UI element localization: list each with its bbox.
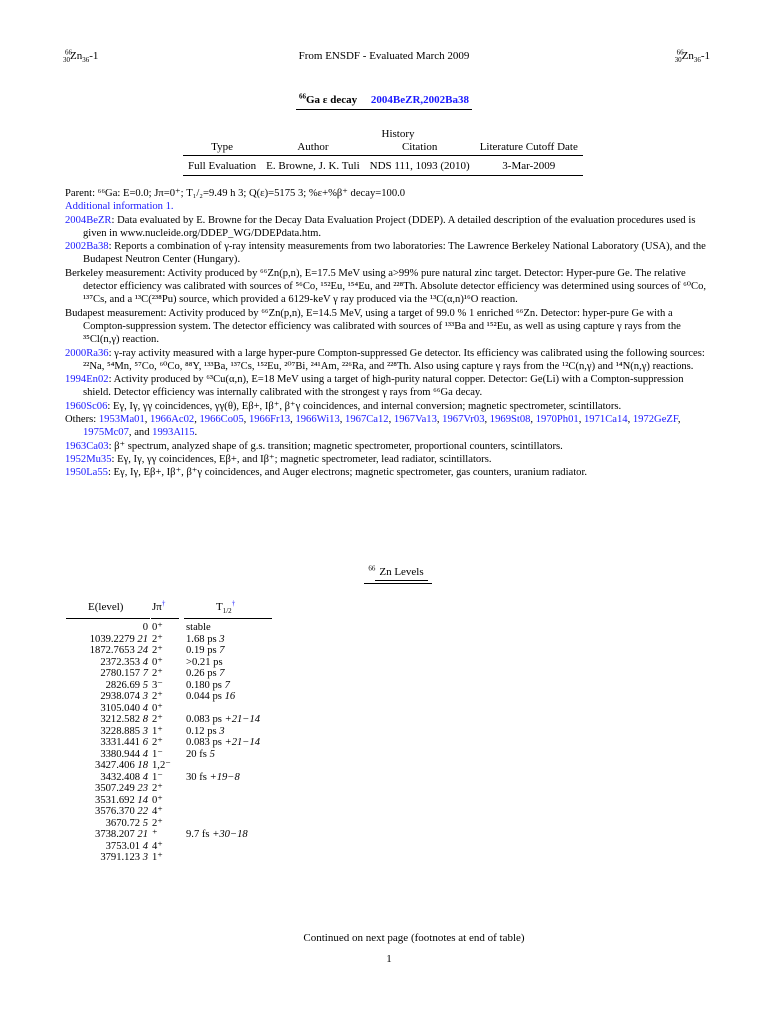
level-jpi: 0⁺ [152, 702, 163, 714]
levels-header-rule [184, 618, 272, 619]
comment-2002Ba38: 2002Ba38: Reports a combination of γ-ray intensity measurements from two laboratories: The Lawrence Berkeley National Laboratory (USA), and the Budapest Neutron Center (Hungary). [65, 241, 706, 266]
level-jpi: 0⁺ [152, 794, 163, 806]
level-energy: 3380.944 4 [100, 748, 148, 760]
comment-budapest: Budapest measurement: Activity produced by ⁶⁶Zn(p,n), E=14.5 MeV, using a target of 99.0 % 1 enriched ⁶⁶Zn. Detector: hyper-pure Ge with a Compton-suppression system. The detector efficiency was calibrated with sources of ¹³³Ba and ¹⁵²Eu, as well as using capture γ rays from the ³⁵Cl(n,γ) reaction. [65, 307, 681, 346]
level-halflife: 0.180 ps 7 [186, 679, 230, 691]
comment-others: Others: 1953Ma01, 1966Ac02, 1966Co05, 1966Fr13, 1966Wi13, 1967Ca12, 1967Va13, 1967Vr03, 1969St08, 1970Ph01, 1971Ca14, 1972GeZF, 1975Mc07, and 1993Al15. [65, 414, 681, 439]
level-jpi: 0⁺ [152, 656, 163, 668]
parent-line: Parent: ⁶⁶Ga: E=0.0; Jπ=0⁺; T₁/₂=9.49 h 3; Q(ε)=5175 3; %ε+%β⁺ decay=100.0 [65, 188, 406, 199]
ref-link[interactable]: 1967Ca12 [345, 414, 389, 426]
ref-link[interactable]: 1994En02 [65, 374, 109, 386]
level-halflife: stable [186, 622, 211, 633]
level-energy: 3753.01 4 [105, 840, 148, 852]
level-energy: 3507.249 23 [95, 783, 148, 794]
level-jpi: 2⁺ [152, 737, 163, 748]
footnote-mark[interactable]: † [161, 599, 166, 608]
level-halflife: 0.19 ps 7 [186, 645, 225, 656]
ref-link[interactable]: 1963Ca03 [65, 440, 109, 452]
comment-2000Ra36: 2000Ra36: γ-ray activity measured with a large hyper-pure Compton-suppressed Ge detector. Its efficiency was calibrated using the following sources: ²²Na, ⁵⁴Mn, ⁵⁷Co, ⁶⁰Co, ⁸⁸Y, ¹³³Ba, ¹³⁷Cs, ¹⁵²Eu, ²⁰⁷Bi, ²⁴¹Am, ²²⁶Ra, and ²²⁸Th. Also using capture γ rays from the ¹²C(n,γ) and ¹⁴N(n,γ) reactions. [65, 347, 705, 372]
level-energy: 3791.123 3 [100, 852, 148, 863]
ref-link[interactable]: 1950La55 [65, 467, 108, 479]
history-label: History [381, 128, 415, 140]
header-nuclide-right: $^{66}_{30}Zn_{36}-1$ [674, 48, 710, 65]
ref-link[interactable]: 1971Ca14 [584, 414, 628, 426]
ref-link[interactable]: 1966Ac02 [150, 414, 195, 426]
level-jpi: 1,2⁻ [152, 760, 171, 771]
comments-body [65, 187, 710, 480]
level-jpi: 0⁺ [152, 622, 163, 633]
ref-link[interactable]: 1993Al15 [152, 427, 195, 439]
levels-title: $^{66}$ Zn Levels [0, 566, 768, 584]
level-energy: 2780.157 7 [100, 668, 148, 679]
level-energy: 1872.7653 24 [89, 645, 148, 656]
level-energy: 2826.69 5 [105, 679, 148, 691]
ref-link[interactable]: 2002Ba38 [65, 241, 109, 253]
level-jpi: 1⁻ [152, 771, 163, 783]
levels-header-jpi: Jπ† [152, 599, 166, 613]
ref-link[interactable]: 1970Ph01 [535, 414, 579, 426]
history-cutoff: 3-Mar-2009 [475, 156, 583, 176]
levels-header-thalf: $T_{1/2}^\dagger$ [216, 599, 236, 616]
ref-link[interactable]: 2004BeZR [65, 214, 112, 226]
ref-link[interactable]: 1966Wi13 [295, 414, 340, 426]
level-energy: 3427.406 18 [95, 760, 148, 771]
level-energy: 3670.72 5 [105, 817, 148, 829]
ref-link[interactable]: 1952Mu35 [65, 453, 112, 465]
history-header-author: Author [261, 140, 365, 156]
level-jpi: 2⁺ [152, 633, 163, 645]
history-citation: NDS 111, 1093 (2010) [365, 156, 475, 176]
level-halflife: 9.7 fs +30−18 [186, 829, 248, 840]
level-jpi: 3⁻ [152, 679, 163, 691]
comment-1950La55: 1950La55: Eγ, Iγ, Eβ+, Iβ⁺, β⁺γ coincidences, and Auger electrons; magnetic spectrometer, gas counters, uranium radiator. [65, 467, 588, 479]
levels-header-elevel: E(level) [88, 601, 124, 613]
history-table [183, 140, 583, 176]
level-halflife: >0.21 ps [186, 656, 223, 668]
level-jpi: 1⁺ [152, 852, 163, 863]
ref-link[interactable]: 1960Sc06 [65, 400, 108, 412]
dataset-title: $^{66}$Ga ε decay 2004BeZR,2002Ba38 [0, 94, 768, 110]
header-source: From ENSDF - Evaluated March 2009 [298, 50, 470, 62]
title-refs-link[interactable]: 2004BeZR,2002Ba38 [370, 94, 469, 106]
level-halflife: 0.083 ps +21−14 [186, 714, 261, 725]
level-jpi: 1⁺ [152, 725, 163, 737]
ref-link[interactable]: 2000Ra36 [65, 347, 109, 359]
level-jpi: ⁺ [152, 829, 158, 840]
comment-1963Ca03: 1963Ca03: β⁺ spectrum, analyzed shape of g.s. transition; magnetic spectrometer, proportional counters, scintillators. [65, 440, 563, 452]
level-halflife: 30 fs +19−8 [186, 771, 240, 783]
level-energy: 3331.441 6 [100, 737, 148, 748]
level-jpi: 4⁺ [152, 806, 163, 817]
level-energy: 3576.370 22 [95, 806, 148, 817]
level-energy: 0 [142, 622, 148, 633]
history-author: E. Browne, J. K. Tuli [261, 156, 365, 176]
level-halflife: 0.044 ps 16 [186, 691, 236, 702]
level-halflife: 0.083 ps +21−14 [186, 737, 261, 748]
additional-info-link[interactable]: Additional information 1. [65, 201, 174, 213]
level-jpi: 2⁺ [152, 783, 163, 794]
level-energy: 3432.408 4 [100, 771, 148, 783]
level-energy: 3531.692 14 [95, 794, 148, 806]
comment-1994En02: 1994En02: Activity produced by ⁶³Cu(α,n), E=18 MeV using a target of high-purity natural copper. Detector: Ge(Li) with a Compton-suppression shield. Detector efficiency was internally calibrated with the strongest γ rays from ⁶⁶Ga decay. [65, 374, 684, 399]
ref-link[interactable]: 1969St08 [489, 414, 531, 426]
level-jpi: 2⁺ [152, 817, 163, 829]
level-halflife: 20 fs 5 [186, 748, 215, 760]
level-jpi: 2⁺ [152, 645, 163, 656]
level-energy: 3228.885 3 [100, 725, 148, 737]
comment-2004BeZR: 2004BeZR: Data evaluated by E. Browne for the Decay Data Evaluation Project (DDEP). A detailed description of the evaluation procedures used is given in www.nucleide.org/DDEP_WG/DDEPdata.htm. [65, 214, 696, 239]
header-nuclide-left: $^{66}_{30}Zn_{36}-1$ [63, 48, 99, 65]
level-energy: 3738.207 21 [95, 829, 148, 840]
ref-link[interactable]: 1953Ma01 [98, 414, 145, 426]
levels-header-rule [66, 618, 150, 619]
page-number: 1 [386, 953, 392, 965]
comment-1952Mu35: 1952Mu35: Eγ, Iγ, γγ coincidences, Eβ+, and Iβ⁺; magnetic spectrometer, lead radiator, scintillators. [65, 453, 492, 465]
level-energy: 3105.040 4 [100, 702, 148, 714]
ref-link[interactable]: 1966Co05 [199, 414, 244, 426]
continued-note: Continued on next page (footnotes at end of table) [303, 932, 525, 944]
level-energy: 3212.582 8 [100, 714, 148, 725]
level-jpi: 2⁺ [152, 691, 163, 702]
comment-berkeley: Berkeley measurement: Activity produced by ⁶⁶Zn(p,n), E=17.5 MeV using a>99% pure natural zinc target. Detector: Hyper-pure Ge. The relative detector efficiency was calibrated with sources of ⁵⁶Co, ¹⁵²Eu, ¹⁵⁴Eu, and ²²⁸Th. Absolute detector efficiency was determined using sources of ⁶⁰Co, ¹³⁷Cs, and a ¹³C(²³⁸Pu) source, which provided a 6129-keV γ ray produced via the ¹³C(α,n)¹⁶O reaction. [65, 267, 707, 306]
footnote-mark[interactable]: † [231, 599, 236, 608]
ref-link[interactable]: 1967Va13 [393, 414, 437, 426]
level-energy: 2938.074 3 [100, 691, 148, 702]
level-jpi: 2⁺ [152, 714, 163, 725]
comment-1960Sc06: 1960Sc06: Eγ, Iγ, γγ coincidences, γγ(θ), Eβ+, Iβ⁺, β⁺γ coincidences, and internal conversion; magnetic spectrometer, scintillators. [65, 400, 622, 412]
level-halflife: 0.12 ps 3 [186, 725, 225, 737]
levels-header-rule [151, 618, 179, 619]
ref-link[interactable]: 1972GeZF [632, 414, 678, 426]
level-energy: 1039.2279 21 [89, 633, 148, 645]
level-halflife: 0.26 ps 7 [186, 668, 225, 679]
level-jpi: 1⁻ [152, 748, 163, 760]
history-header-type: Type [183, 140, 261, 156]
history-type: Full Evaluation [183, 156, 261, 176]
level-halflife: 1.68 ps 3 [186, 633, 225, 645]
ref-link[interactable]: 1967Vr03 [442, 414, 485, 426]
history-header-citation: Citation [365, 140, 475, 156]
ref-link[interactable]: 1975Mc07 [83, 427, 129, 439]
level-energy: 2372.353 4 [100, 656, 148, 668]
history-header-cutoff: Literature Cutoff Date [475, 140, 583, 156]
level-jpi: 2⁺ [152, 668, 163, 679]
level-jpi: 4⁺ [152, 840, 163, 852]
ref-link[interactable]: 1966Fr13 [248, 414, 291, 426]
